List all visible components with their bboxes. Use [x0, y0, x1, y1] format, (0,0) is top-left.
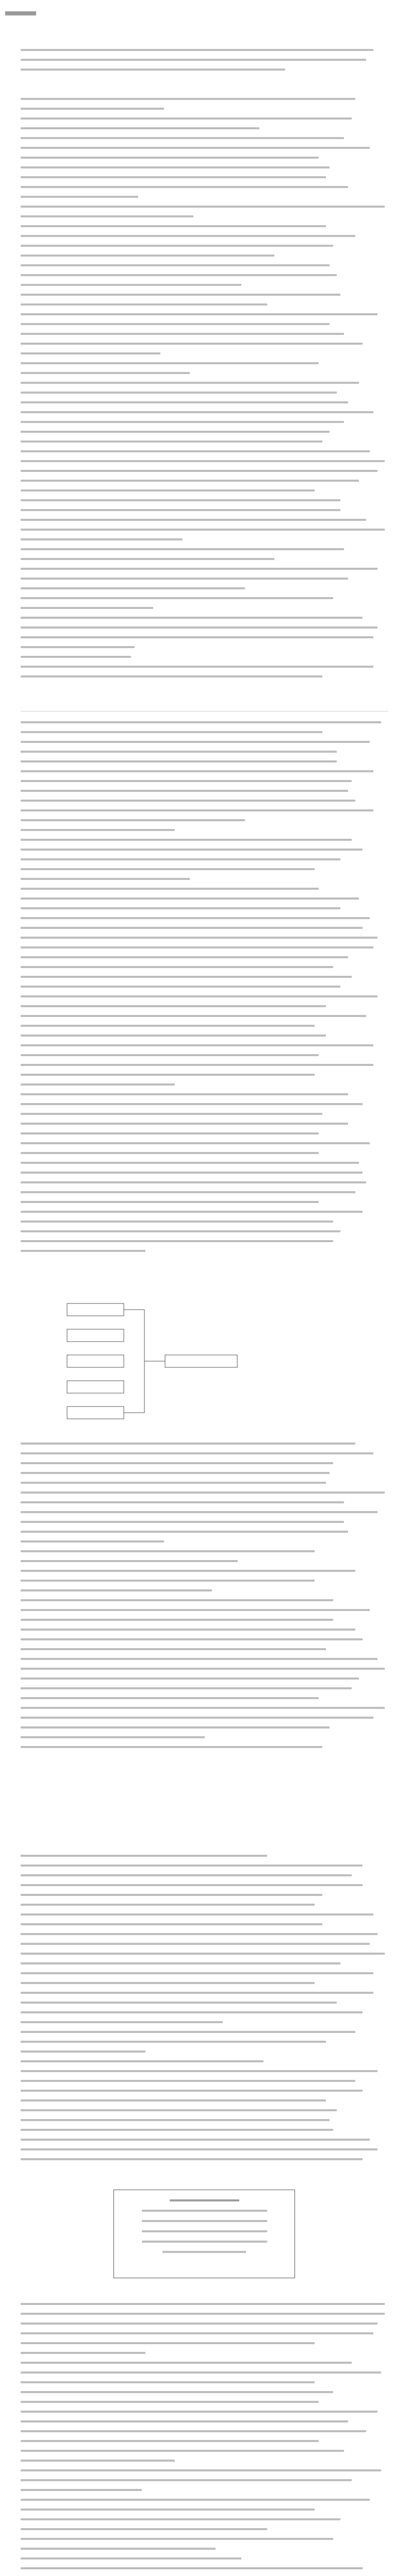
text-line — [21, 636, 373, 638]
text-line — [21, 1482, 326, 1484]
text-line — [21, 1884, 363, 1886]
text-line — [21, 1132, 319, 1134]
text-line — [21, 1452, 373, 1454]
text-line — [21, 431, 330, 433]
text-line — [21, 1531, 348, 1533]
text-line — [21, 666, 373, 668]
text-line — [21, 2109, 337, 2111]
text-line — [21, 976, 352, 978]
text-line — [21, 578, 348, 580]
text-line — [21, 2119, 330, 2121]
multiple-choice-section — [21, 98, 388, 685]
text-line — [21, 888, 319, 890]
text-line — [21, 245, 333, 247]
text-line — [21, 519, 366, 521]
text-line — [21, 1972, 373, 1974]
text-line — [21, 274, 337, 276]
text-line — [21, 323, 330, 325]
text-line — [21, 2450, 344, 2452]
text-line — [21, 2060, 264, 2062]
text-line — [21, 2158, 363, 2160]
text-line — [21, 401, 348, 403]
text-line — [21, 780, 352, 782]
questions-after-diagram — [21, 1443, 388, 1756]
text-line — [21, 760, 337, 762]
text-line — [21, 1904, 315, 1906]
text-line — [21, 1943, 370, 1945]
text-line — [21, 2548, 216, 2550]
text-line — [21, 2050, 145, 2053]
text-line — [21, 1211, 363, 1213]
text-line — [21, 2509, 315, 2511]
text-line — [21, 2332, 373, 2334]
text-line — [21, 558, 274, 560]
text-line — [21, 1035, 326, 1037]
text-line — [21, 303, 267, 306]
text-line — [21, 2411, 378, 2413]
text-line — [21, 800, 355, 802]
text-line — [21, 2148, 378, 2150]
text-line — [21, 421, 344, 423]
text-line — [21, 538, 183, 540]
text-line — [21, 731, 322, 733]
text-line — [21, 597, 333, 599]
text-line — [21, 2557, 241, 2560]
text-line — [21, 868, 315, 870]
outline-diagram — [62, 1293, 248, 1427]
text-line — [21, 157, 319, 159]
text-line — [21, 2469, 381, 2471]
text-line — [21, 1044, 373, 1046]
text-line — [21, 1648, 326, 1650]
text-line — [21, 1855, 267, 1857]
text-line — [21, 1005, 326, 1007]
text-line — [21, 1015, 366, 1017]
text-line — [21, 946, 373, 948]
text-line — [21, 917, 370, 919]
text-line — [21, 235, 355, 237]
text-line — [21, 2021, 223, 2023]
text-line — [21, 878, 190, 880]
text-line — [21, 2440, 319, 2442]
text-line — [21, 2090, 363, 2092]
text-line — [21, 790, 348, 792]
text-line — [21, 1619, 333, 1621]
text-line — [21, 1123, 348, 1125]
text-line — [21, 1697, 319, 1699]
text-line — [21, 1658, 378, 1660]
header-watermark — [5, 11, 36, 15]
text-line — [21, 294, 340, 296]
text-line — [21, 2313, 385, 2315]
text-line — [21, 1707, 385, 1709]
text-line — [21, 1717, 373, 1719]
poem-box — [113, 2190, 295, 2278]
text-line — [21, 1865, 363, 1867]
text-line — [21, 352, 160, 354]
text-line — [21, 646, 135, 648]
text-line — [21, 499, 340, 501]
text-line — [21, 137, 344, 139]
text-line — [21, 2002, 337, 2004]
text-line — [21, 1443, 355, 1445]
text-line — [21, 117, 352, 120]
text-line — [21, 587, 245, 589]
text-line — [21, 617, 363, 619]
text-line — [21, 127, 259, 129]
text-line — [21, 343, 363, 345]
text-line — [21, 1221, 333, 1223]
text-line — [21, 1230, 340, 1232]
text-line — [21, 1501, 344, 1503]
text-line — [21, 215, 193, 217]
text-line — [21, 1609, 370, 1611]
text-line — [21, 166, 330, 168]
text-line — [21, 995, 378, 997]
text-line — [21, 529, 385, 531]
text-line — [21, 1668, 385, 1670]
text-line — [21, 2303, 385, 2305]
text-line — [21, 255, 274, 257]
text-line — [21, 225, 326, 227]
text-line — [21, 284, 241, 286]
text-line — [21, 1677, 359, 1680]
text-line — [21, 2371, 381, 2374]
text-line — [21, 1874, 352, 1876]
text-line — [21, 1025, 315, 1027]
text-line — [21, 986, 340, 988]
text-line — [21, 2430, 366, 2432]
text-line — [21, 382, 359, 384]
text-line — [21, 1240, 333, 1242]
text-line — [21, 2139, 370, 2141]
text-line — [21, 1550, 315, 1552]
text-line — [21, 2538, 333, 2540]
text-line — [21, 1093, 348, 1095]
text-line — [21, 1511, 378, 1513]
text-line — [21, 362, 319, 364]
text-line — [21, 1599, 333, 1601]
text-line — [21, 1064, 373, 1066]
text-line — [21, 1201, 319, 1203]
text-line — [21, 1580, 315, 1582]
text-line — [21, 1152, 319, 1154]
text-line — [21, 1083, 175, 1086]
text-line — [21, 2070, 378, 2072]
text-line — [21, 966, 333, 968]
text-line — [21, 1054, 319, 1056]
text-line — [21, 480, 359, 482]
text-line — [21, 2323, 378, 2325]
text-line — [21, 1570, 355, 1572]
text-line — [21, 2567, 363, 2569]
text-line — [21, 1638, 363, 1640]
text-line — [21, 1726, 330, 1728]
text-line — [21, 509, 340, 511]
text-line — [21, 1521, 344, 1523]
text-line — [21, 607, 153, 609]
text-line — [21, 2518, 340, 2520]
text-line — [21, 1540, 164, 1543]
text-line — [21, 333, 344, 335]
text-line — [21, 741, 370, 743]
text-line — [21, 809, 373, 811]
instructions-block — [21, 49, 388, 78]
text-line — [21, 1074, 315, 1076]
text-line — [21, 1113, 322, 1115]
text-line — [21, 1982, 315, 1984]
text-line — [21, 819, 245, 821]
text-line — [21, 313, 378, 315]
text-line — [21, 2362, 352, 2364]
text-line — [21, 108, 164, 110]
text-line — [21, 2080, 355, 2082]
text-line — [21, 1250, 145, 1252]
text-line — [21, 1162, 359, 1164]
text-line — [21, 675, 322, 677]
part-two-continued — [21, 2303, 388, 2576]
text-line — [21, 147, 370, 149]
text-line — [21, 2479, 352, 2481]
text-line — [21, 206, 385, 208]
text-line — [21, 849, 363, 851]
part-two-section — [21, 1855, 388, 2168]
text-line — [21, 858, 340, 860]
text-line — [21, 1923, 322, 1925]
text-line — [21, 656, 131, 658]
text-line — [21, 1462, 333, 1464]
text-line — [21, 98, 355, 100]
text-line — [21, 1560, 238, 1562]
text-line — [21, 626, 378, 629]
text-line — [21, 1191, 355, 1193]
text-line — [21, 176, 326, 178]
text-line — [21, 2489, 142, 2491]
text-line — [21, 1472, 330, 1474]
text-line — [21, 1913, 373, 1916]
text-line — [21, 927, 363, 929]
text-line — [21, 1629, 355, 1631]
text-line — [21, 1172, 363, 1174]
text-line — [21, 2460, 175, 2462]
text-line — [21, 770, 373, 772]
text-line — [21, 2031, 355, 2033]
text-line — [21, 1746, 322, 1748]
text-line — [21, 186, 348, 188]
text-line — [21, 1492, 385, 1494]
text-line — [21, 1181, 366, 1183]
text-line — [21, 1687, 352, 1689]
text-line — [21, 829, 175, 831]
text-line — [21, 1142, 370, 1144]
text-line — [21, 440, 322, 443]
text-line — [21, 2401, 319, 2403]
text-line — [21, 489, 315, 492]
text-line — [21, 2342, 315, 2344]
text-line — [21, 907, 340, 909]
text-line — [21, 460, 385, 462]
text-line — [21, 568, 378, 570]
text-line — [21, 411, 373, 413]
text-line — [21, 2011, 363, 2013]
text-line — [21, 897, 359, 900]
text-line — [21, 2099, 326, 2102]
reading-passage — [21, 721, 388, 1260]
text-line — [21, 721, 381, 723]
text-line — [21, 548, 344, 550]
text-line — [21, 450, 370, 452]
text-line — [21, 1992, 373, 1994]
text-line — [21, 956, 348, 958]
text-line — [21, 264, 330, 266]
text-line — [21, 1589, 212, 1591]
text-line — [21, 2041, 326, 2043]
text-line — [21, 1933, 378, 1935]
text-line — [21, 2391, 333, 2393]
text-line — [21, 1736, 205, 1738]
text-line — [21, 1953, 385, 1955]
text-line — [21, 2420, 348, 2422]
text-line — [21, 2381, 315, 2383]
text-line — [21, 2528, 267, 2530]
text-line — [21, 2352, 145, 2354]
text-line — [21, 2129, 333, 2131]
text-line — [21, 470, 378, 472]
text-line — [21, 2499, 370, 2501]
text-line — [21, 392, 337, 394]
text-line — [21, 937, 378, 939]
text-line — [21, 1894, 322, 1896]
text-line — [21, 372, 190, 374]
text-line — [21, 839, 352, 841]
text-line — [21, 196, 138, 198]
text-line — [21, 751, 337, 753]
text-line — [21, 1103, 363, 1105]
text-line — [21, 1962, 340, 1964]
